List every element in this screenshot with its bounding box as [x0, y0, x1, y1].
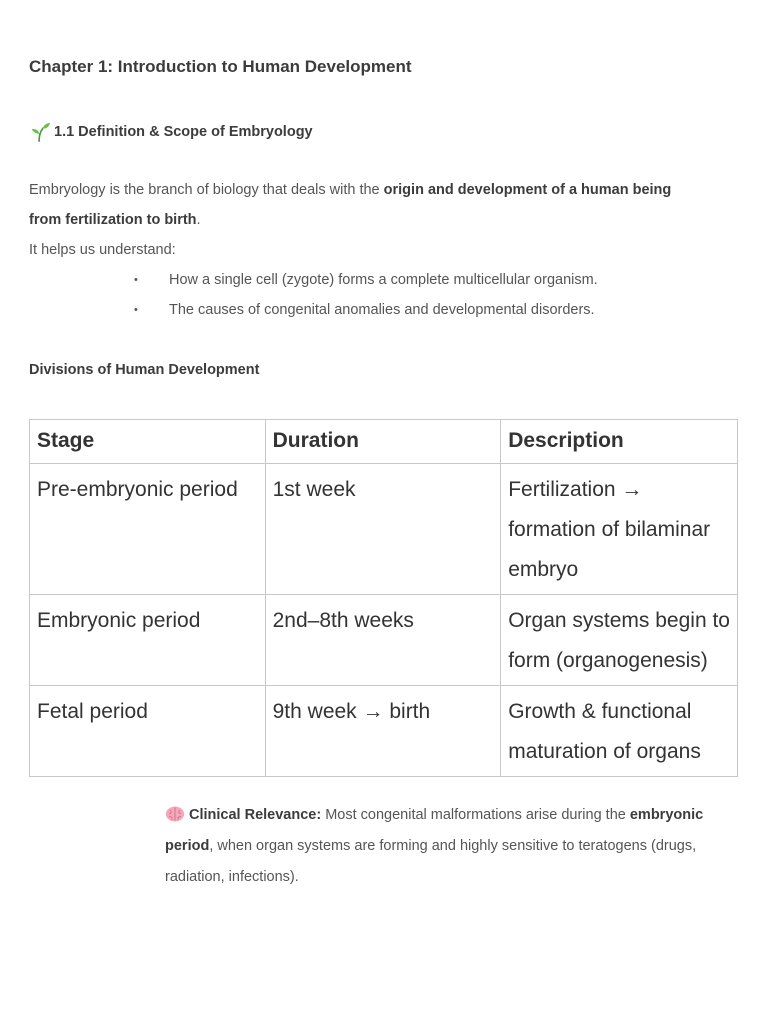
intro-line-3: It helps us understand:	[29, 242, 176, 258]
intro-line-2	[29, 212, 201, 228]
list-item: How a single cell (zygote) forms a complete multicellular organism.	[169, 272, 598, 288]
table-cell: Embryonic period	[30, 595, 266, 686]
table-row	[30, 686, 738, 777]
table-cell: Growth & functional maturation of organs	[501, 686, 738, 777]
table-cell: Fertilization → formation of bilaminar embryo	[501, 464, 738, 595]
chapter-title: Chapter 1: Introduction to Human Development	[29, 57, 412, 76]
intro-bold-text-2: from fertilization to birth	[29, 212, 197, 228]
bullet-dot: •	[134, 274, 138, 286]
table-cell: Fetal period	[30, 686, 266, 777]
header-stage: Stage	[30, 420, 266, 464]
clinical-relevance-note	[165, 800, 725, 893]
table-cell: 9th week → birth	[265, 686, 501, 777]
list-item: The causes of congenital anomalies and developmental disorders.	[169, 302, 595, 318]
clinical-bold: embryonic period	[165, 807, 704, 854]
table-cell: 2nd–8th weeks	[265, 595, 501, 686]
clinical-text-2: , when organ systems are forming and highly sensitive to teratogens (drugs, radiation, infections).	[165, 838, 697, 885]
intro-period: .	[196, 212, 201, 228]
header-description: Description	[501, 420, 738, 464]
section-heading-text: 1.1 Definition & Scope of Embryology	[54, 124, 313, 140]
intro-text: Embryology is the branch of biology that deals with the	[29, 182, 384, 198]
clinical-text: Most congenital malformations arise during the	[321, 807, 630, 823]
table-header-row	[30, 420, 738, 464]
sprout-icon	[29, 121, 51, 143]
brain-icon	[165, 805, 185, 823]
header-duration: Duration	[265, 420, 501, 464]
divisions-heading: Divisions of Human Development	[29, 362, 260, 378]
table-row	[30, 464, 738, 595]
table-cell: Pre-embryonic period	[30, 464, 266, 595]
table-cell: Organ systems begin to form (organogenesis)	[501, 595, 738, 686]
bullet-dot: •	[134, 304, 138, 316]
table-cell: 1st week	[265, 464, 501, 595]
development-table	[29, 419, 738, 777]
table-row	[30, 595, 738, 686]
section-heading	[29, 121, 313, 143]
intro-line-1	[29, 182, 671, 198]
clinical-label: Clinical Relevance:	[189, 807, 322, 823]
intro-bold-text: origin and development of a human being	[383, 182, 672, 198]
